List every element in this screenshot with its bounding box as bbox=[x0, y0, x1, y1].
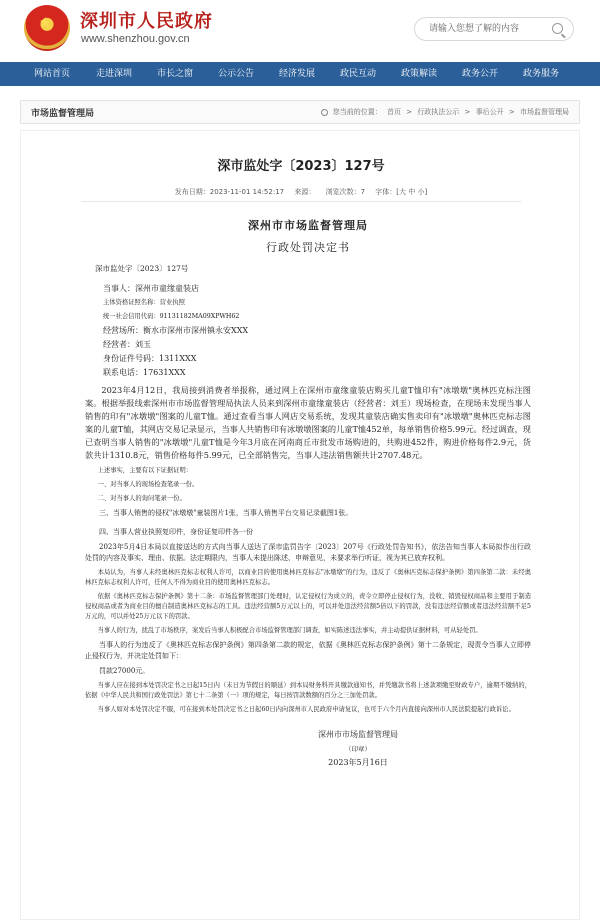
appeal-paragraph: 当事人如对本处罚决定不服，可在接到本处罚决定书之日起60日内向深州市人民政府申请复议，也可于六个月内直接向深州市人民法院提起行政诉讼。 bbox=[97, 706, 515, 713]
party-name: 当事人：深州市童缘童装店 bbox=[103, 284, 199, 293]
divider bbox=[81, 201, 521, 202]
signing-date: 2023年5月16日 bbox=[328, 758, 388, 767]
breadcrumb-separator: > bbox=[508, 108, 515, 116]
seal: （印章） bbox=[345, 745, 371, 753]
font-size-switch[interactable]: 字体：[大 中 小] bbox=[375, 188, 428, 196]
signature-block bbox=[85, 729, 531, 768]
party-info bbox=[85, 282, 531, 380]
article-card bbox=[20, 130, 580, 920]
nav-item-about[interactable]: 走进深圳 bbox=[95, 69, 132, 79]
nav-item-public-affairs[interactable]: 政务公开 bbox=[461, 69, 498, 79]
search-box[interactable] bbox=[414, 17, 574, 41]
nav-item-economy[interactable]: 经济发展 bbox=[278, 69, 315, 79]
business-address: 经营场所：衡水市深州市深州镇永安XXX bbox=[103, 326, 249, 335]
search-input[interactable] bbox=[429, 21, 547, 37]
subject-type: 主体资格证照名称：营业执照 bbox=[103, 299, 185, 306]
id-number: 身份证件号码：1311XXX bbox=[103, 354, 197, 363]
violation-paragraph: 本局认为，当事人未经奥林匹克标志权利人许可，以商业目的使用奥林匹克标志"冰墩墩"的行为，违反了《奥林匹克标志保护条例》第四条第二款：未经奥林匹克标志权利人许可，任何人不得为商业目的使用奥林匹克标志。 bbox=[85, 569, 531, 586]
site-header bbox=[0, 0, 600, 62]
nav-item-notices[interactable]: 公示公告 bbox=[217, 69, 254, 79]
notice-paragraph: 2023年5月4日本局以直接送达的方式向当事人送达了深市监罚告字〔2023〕207号《行政处罚告知书》，依法告知当事人本局拟作出行政处罚的内容及事实、理由、依据。法定期限内，当事人未提出陈述、申辩意见，未要求举行听证，视为其已放弃权利。 bbox=[85, 543, 531, 562]
evidence-item: 二、对当事人的询问笔录一份。 bbox=[97, 495, 186, 502]
site-url: www.shenzhou.gov.cn bbox=[81, 33, 190, 45]
article-source: 来源： bbox=[294, 188, 316, 196]
breadcrumb-bar bbox=[20, 100, 580, 124]
breadcrumb-item-enforcement[interactable]: 行政执法公示 bbox=[417, 108, 460, 116]
article-meta bbox=[21, 187, 581, 197]
breadcrumb bbox=[318, 107, 570, 117]
article-title: 深市监处字〔2023〕127号 bbox=[217, 159, 385, 174]
nav-item-interaction[interactable]: 政民互动 bbox=[339, 69, 376, 79]
breadcrumb-separator: > bbox=[464, 108, 471, 116]
evidence-intro: 上述事实，主要有以下证据证明： bbox=[97, 467, 193, 474]
issuing-org: 深州市市场监督管理局 bbox=[248, 219, 368, 232]
site-title[interactable]: 深圳市人民政府 bbox=[80, 11, 213, 32]
document-type: 行政处罚决定书 bbox=[266, 241, 350, 254]
main-nav bbox=[0, 62, 600, 86]
operator: 经营者：刘玉 bbox=[103, 340, 151, 349]
penalty-amount: 罚款27000元。 bbox=[99, 667, 150, 675]
publish-time: 发布日期：2023-11-01 14:52:17 bbox=[174, 188, 285, 196]
section-title: 市场监督管理局 bbox=[31, 109, 95, 119]
breadcrumb-separator: > bbox=[406, 108, 413, 116]
view-count: 浏览次数：7 bbox=[325, 188, 366, 196]
evidence-item: 三、当事人销售的侵权"冰墩墩"童装图片1张，当事人销售平台交易记录截图1张。 bbox=[99, 509, 353, 517]
legal-basis-paragraph: 依据《奥林匹克标志保护条例》第十二条：市场监督管理部门处理时，认定侵权行为成立的，责令立即停止侵权行为，没收、销毁侵权商品和主要用于制造侵权商品或者为商业目的擅自制造奥林匹克标志的工具。违法经营额5万元以上的，可以并处违法经营额5倍以下的罚款，没有违法经营额或者违法经营额不足5万元的，可以并处25万元以下的罚款。 bbox=[85, 593, 531, 620]
nav-item-home[interactable]: 网站首页 bbox=[33, 69, 70, 79]
document-number: 深市监处字〔2023〕127号 bbox=[95, 264, 189, 273]
decision-paragraph: 当事人的行为违反了《奥林匹克标志保护条例》第四条第二款的规定，依据《奥林匹克标志保护条例》第十二条规定，现责令当事人立即停止侵权行为，并决定处罚如下： bbox=[85, 641, 531, 660]
signing-org: 深州市市场监督管理局 bbox=[318, 730, 398, 739]
search-icon[interactable] bbox=[552, 23, 563, 34]
case-facts: 2023年4月12日，我局接到消费者举报称，通过网上在深州市童缘童装店购买儿童T恤印有"冰墩墩"奥林匹克标注图案。根据举报线索深州市市场监督管理局执法人员来到深州市童缘童装店（经营者：刘玉）现场检查，在现场未发现当事人销售的印有"冰墩墩"图案的儿童T恤。通过查看当事人网店交易系统，发现其童装店确实售卖印有"冰墩墩"奥林匹克标志图案的儿童T恤，其网店交易记录显示，当事人共销售印有冰墩墩图案的儿童T恤452单，每单销售价格5.99元。经过调查，现已查明当事人销售的"冰墩墩"儿童T恤是今年3月底在河南商丘市批发市场购进的，共购进452件，购进价格每件2.9元，货款共计1310.8元，销售价格每件5.99元，已全部销售完，当事人违法销售额共计2707.48元。 bbox=[85, 385, 531, 460]
national-emblem-icon bbox=[24, 5, 70, 51]
nav-item-services[interactable]: 政务服务 bbox=[522, 69, 559, 79]
breadcrumb-item-post-disclosure[interactable]: 事后公开 bbox=[475, 108, 504, 116]
breadcrumb-item-home[interactable]: 首页 bbox=[386, 108, 401, 116]
nav-item-mayor[interactable]: 市长之窗 bbox=[156, 69, 193, 79]
phone: 联系电话：17631XXX bbox=[103, 368, 186, 377]
breadcrumb-item-bureau[interactable]: 市场监督管理局 bbox=[520, 108, 569, 116]
evidence-item: 一、对当事人的现场检查笔录一份。 bbox=[97, 481, 199, 488]
location-icon bbox=[321, 109, 328, 116]
credit-code: 统一社会信用代码：91131182MA09XPWH62 bbox=[103, 313, 240, 320]
breadcrumb-label: 您当前的位置： bbox=[332, 108, 382, 116]
penalty-decision-document bbox=[85, 215, 531, 768]
nav-item-policy[interactable]: 政策解读 bbox=[400, 69, 437, 79]
evidence-item: 四、当事人营业执照复印件，身份证复印件各一份 bbox=[99, 528, 253, 536]
star-icon: ★ bbox=[39, 15, 52, 31]
mitigation-paragraph: 当事人的行为，扰乱了市场秩序，案发后当事人积极配合市场监督管理部门调查，如实陈述违法事实，并主动提供证据材料，可从轻处罚。 bbox=[97, 627, 482, 634]
payment-paragraph: 当事人应在接到本处罚决定书之日起15日内（末日为节假日的顺延）到本局财务科开具缴款通知书，并凭缴款书将上述款项缴至财政专户，逾期不缴纳的，依据《中华人民共和国行政处罚法》第七十二条第（一）项的规定，每日按罚款数额的百分之三加处罚款。 bbox=[85, 682, 531, 699]
